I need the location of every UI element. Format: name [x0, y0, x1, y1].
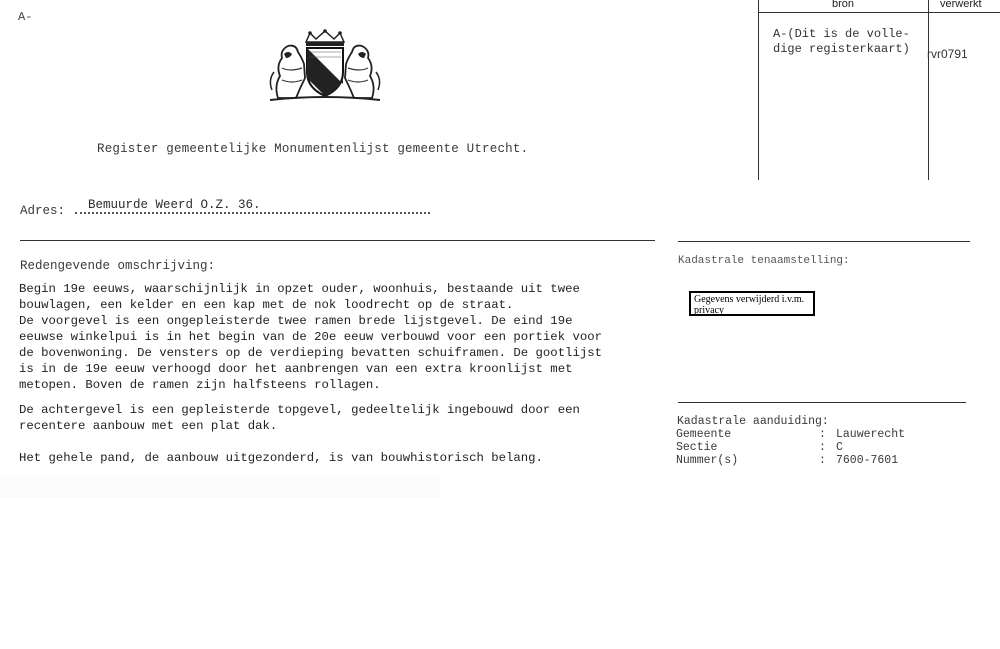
description-label: Redengevende omschrijving:	[20, 259, 216, 273]
privacy-redaction-box: Gegevens verwijderd i.v.m. privacy	[689, 291, 815, 316]
source-table-verwerkt-value: rvr0791	[927, 47, 968, 61]
divider-right-bottom	[678, 402, 966, 403]
address-dotted-line	[75, 212, 430, 214]
source-table-column-divider	[928, 0, 929, 180]
cadastral-row-key: Nummer(s)	[676, 454, 739, 467]
cadastral-row-value: 7600-7601	[836, 454, 899, 467]
cadastral-designation-label: Kadastrale aanduiding:	[677, 415, 829, 428]
divider-right-top	[678, 241, 970, 242]
register-title: Register gemeentelijke Monumentenlijst gemeente Utrecht.	[97, 142, 529, 156]
description-paragraph-3: Het gehele pand, de aanbouw uitgezonderd, is van bouwhistorisch belang.	[19, 451, 543, 465]
cadastral-row-value: C	[836, 441, 843, 454]
source-table-header-divider	[758, 12, 1000, 13]
source-table-left-border	[758, 0, 759, 180]
corner-code: A-	[18, 10, 33, 24]
utrecht-crest-logo	[266, 28, 384, 104]
scan-artifact	[0, 476, 440, 498]
cadastral-row-key: Sectie	[676, 441, 718, 454]
cadastral-row-value: Lauwerecht	[836, 428, 906, 441]
cadastral-row-sep: :	[819, 454, 826, 467]
source-table-header-verwerkt: verwerkt	[940, 0, 982, 10]
source-table-header-bron: bron	[832, 0, 855, 10]
address-value: Bemuurde Weerd O.Z. 36.	[88, 198, 261, 212]
cadastral-row-sep: :	[819, 441, 826, 454]
divider-left	[20, 240, 655, 241]
cadastral-owner-label: Kadastrale tenaamstelling:	[678, 255, 850, 267]
cadastral-row-sep: :	[819, 428, 826, 441]
address-label: Adres:	[20, 204, 66, 218]
description-paragraph-2: De achtergevel is een gepleisterde topgevel, gedeeltelijk ingebouwd door een recentere aanbouw met een plat dak.	[19, 403, 580, 433]
cadastral-row-key: Gemeente	[676, 428, 732, 441]
description-paragraph-1: Begin 19e eeuws, waarschijnlijk in opzet ouder, woonhuis, bestaande uit twee bouwlagen, een kelder en een kap met de nok loodrecht op de straat. De voorgevel is een ongepleisterde twee ramen brede lijstgevel. De eind 19e eeuwse winkelpui is in het begin van de 20e eeuw verbouwd voor een portiek voor de bovenwoning. De vensters op de verdieping bevatten schuiframen. De gootlijst is in de 19e eeuw verhoogd door het aanbrengen van een extra kroonlijst met metopen. Boven de ramen zijn halfsteens rollagen.	[19, 282, 602, 392]
source-table-bron-text: A-(Dit is de volle- dige registerkaart)	[773, 27, 910, 56]
